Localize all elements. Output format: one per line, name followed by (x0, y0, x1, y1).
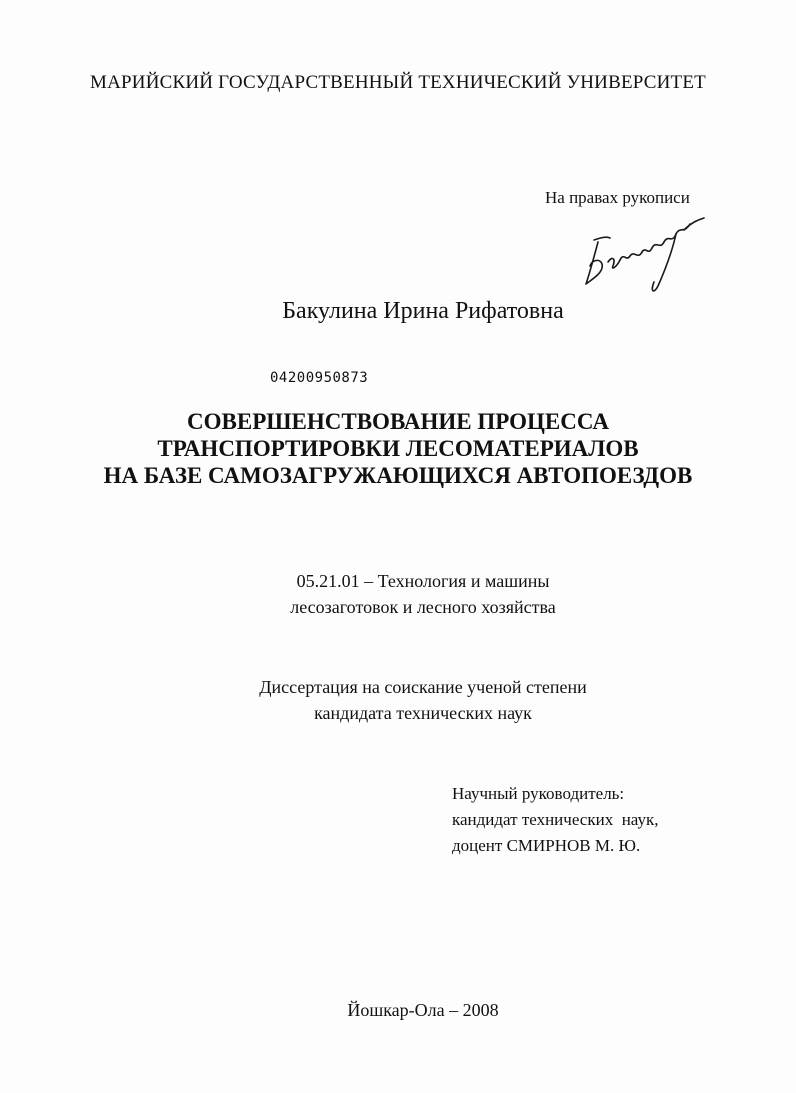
registration-number: 04200950873 (270, 370, 369, 386)
author-name: Бакулина Ирина Рифатовна (282, 298, 564, 324)
specialty-line: лесозаготовок и лесного хозяйства (290, 597, 556, 617)
specialty-block (0, 568, 796, 620)
degree-block (0, 674, 796, 726)
advisor-line: кандидат технических наук, (452, 810, 659, 829)
degree-line: Диссертация на соискание ученой степени (259, 677, 587, 697)
dissertation-title (0, 408, 796, 489)
city-year: Йошкар-Ола – 2008 (347, 1000, 499, 1020)
degree-line: кандидата технических наук (314, 703, 532, 723)
advisor-line: Научный руководитель: (452, 784, 625, 803)
specialty-line: 05.21.01 – Технология и машины (296, 571, 550, 591)
university-name: МАРИЙСКИЙ ГОСУДАРСТВЕННЫЙ ТЕХНИЧЕСКИЙ УНИВЕРСИТЕТ (90, 72, 706, 93)
advisor-line: доцент СМИРНОВ М. Ю. (452, 836, 641, 855)
signature-image (580, 212, 710, 302)
advisor-block (452, 781, 658, 859)
title-line: ТРАНСПОРТИРОВКИ ЛЕСОМАТЕРИАЛОВ (157, 436, 639, 461)
title-line: НА БАЗЕ САМОЗАГРУЖАЮЩИХСЯ АВТОПОЕЗДОВ (103, 463, 693, 488)
manuscript-note: На правах рукописи (545, 188, 690, 207)
title-line: СОВЕРШЕНСТВОВАНИЕ ПРОЦЕССА (187, 409, 609, 434)
